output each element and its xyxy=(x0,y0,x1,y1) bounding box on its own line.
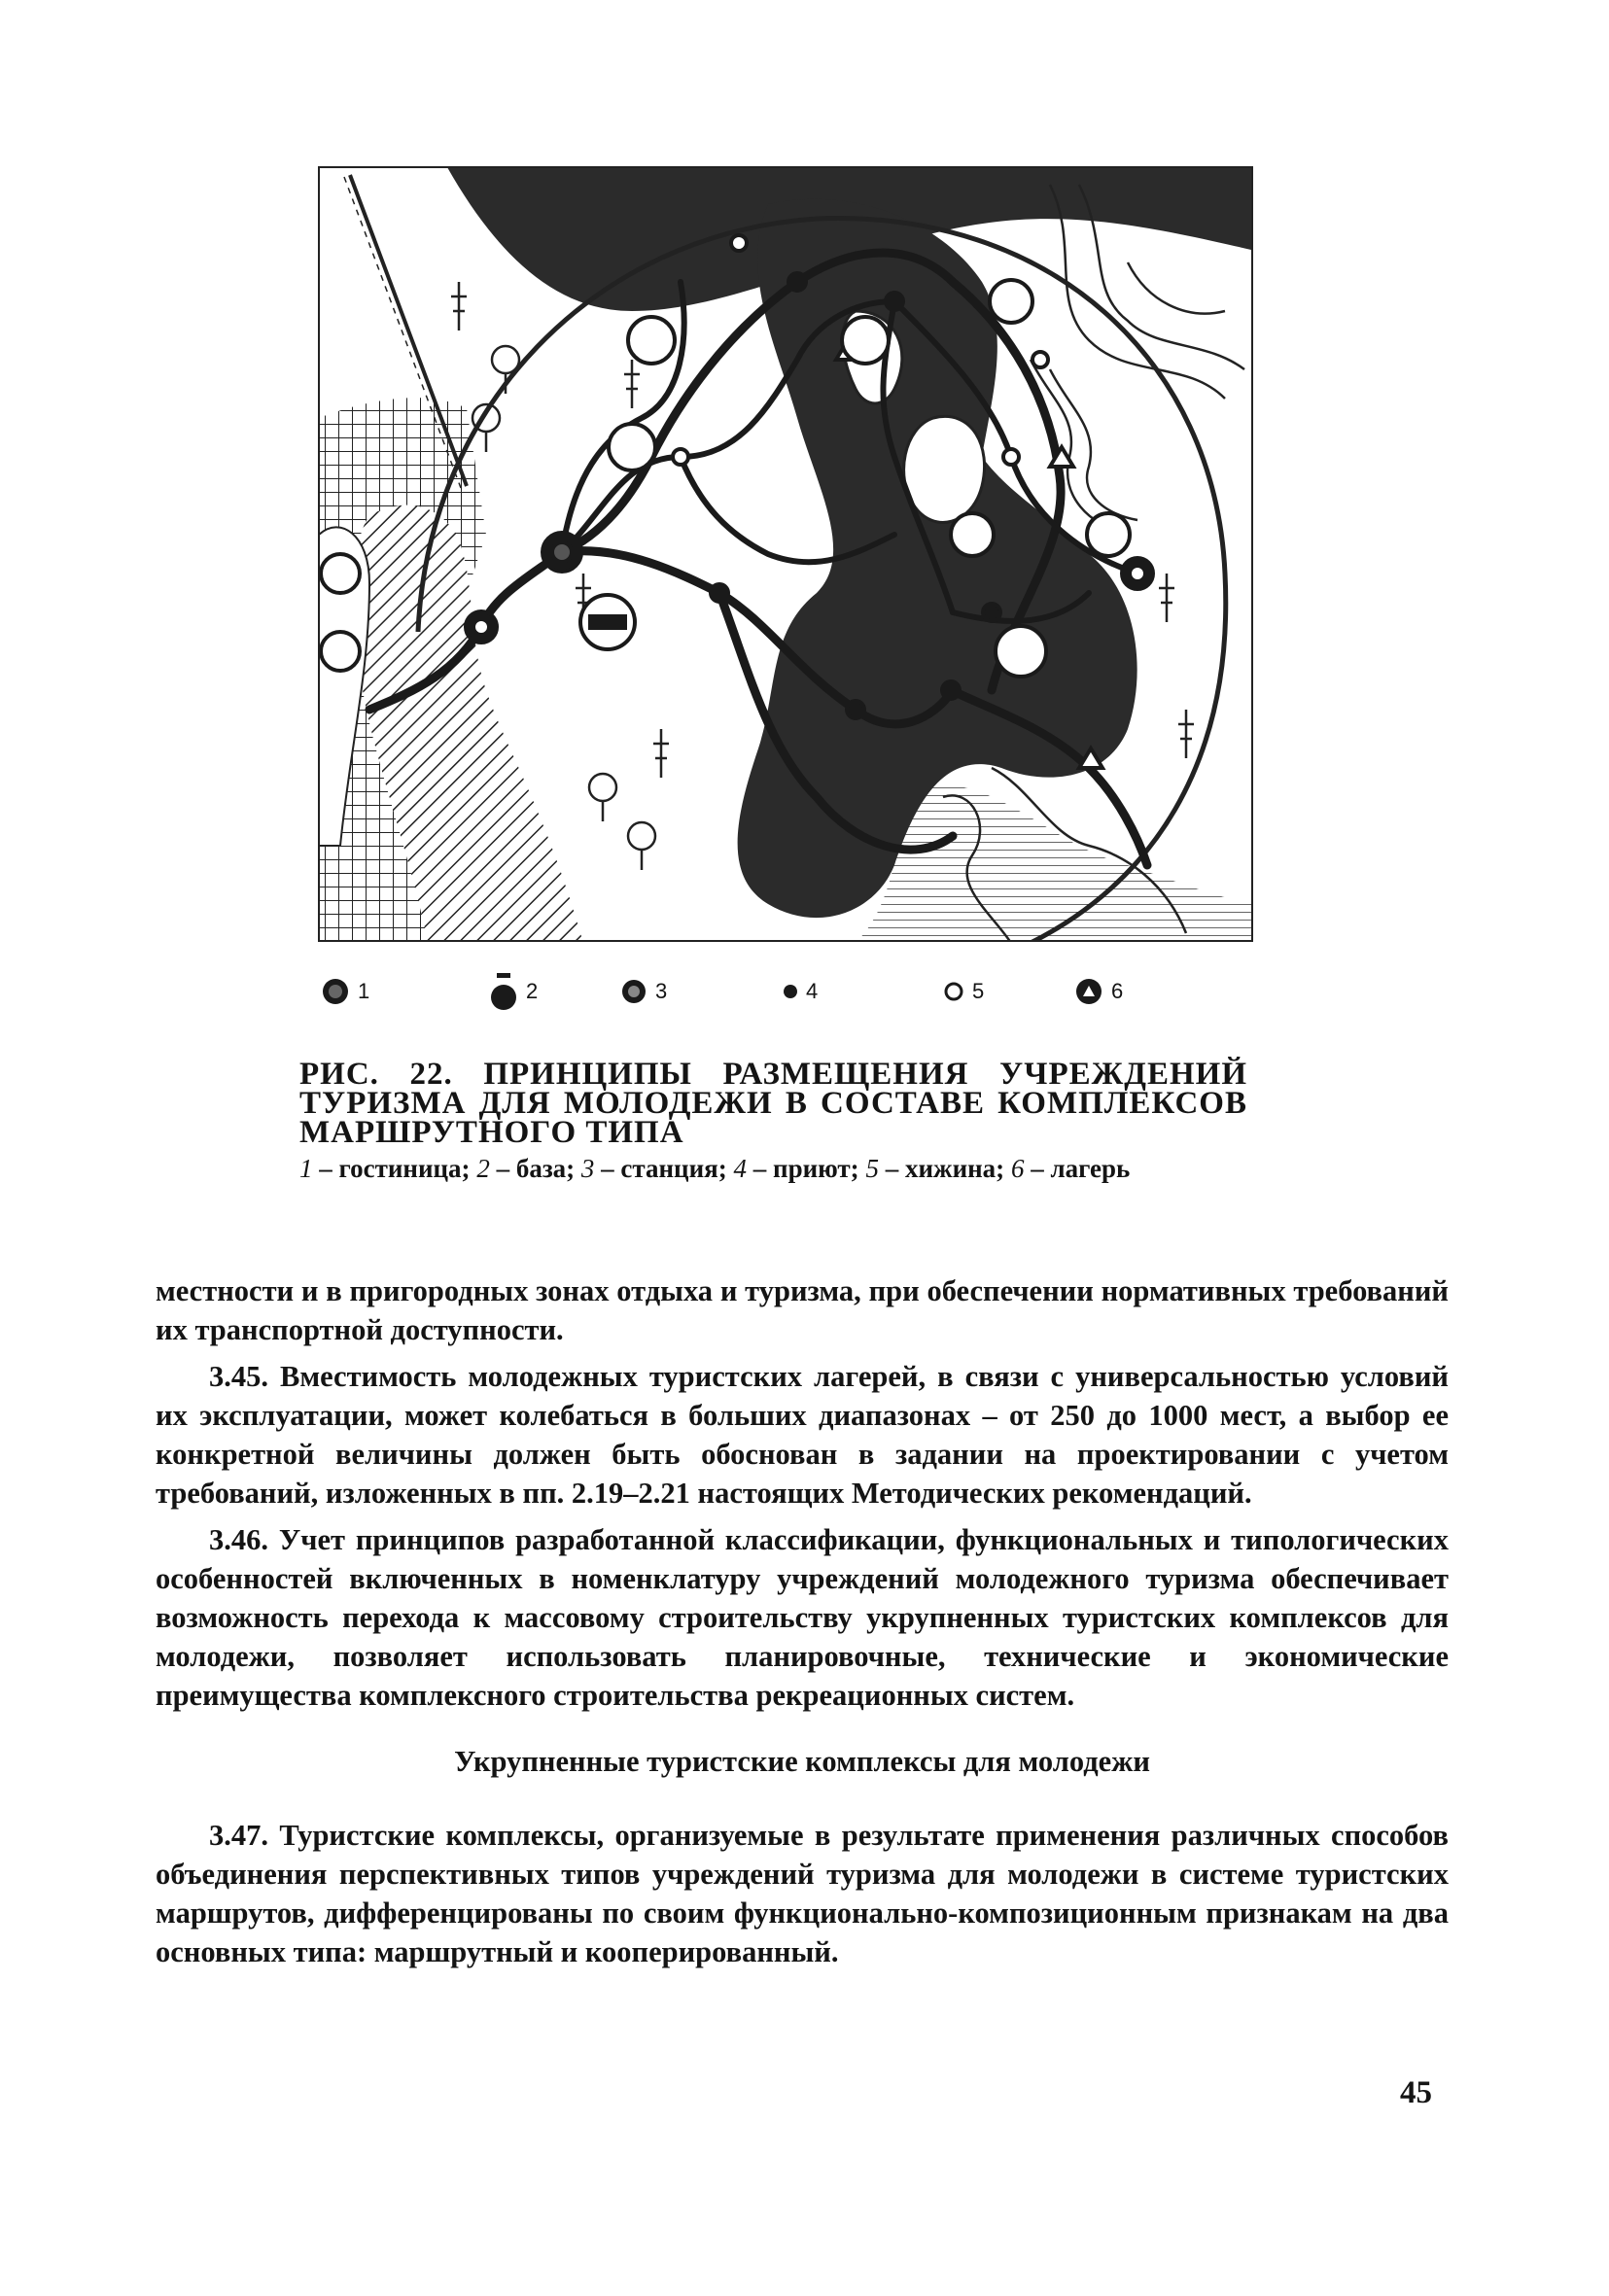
paragraph-3-46: 3.46. Учет принципов разработанной классификации, функциональных и типологических особенностей включенных в номенклатуру учреждений молодежного туризма обеспечивает возможность перехода к массовому строительству укрупненных туристских комплексов для молодежи, позволяет использовать планировочные, технические и экономические преимущества комплексного строительства рекреационных систем. xyxy=(156,1523,1449,1712)
legend-item-4: 4 xyxy=(783,967,818,1016)
paragraph-continuation: местности и в пригородных зонах отдыха и туризма, при обеспечении нормативных требований их транспортной доступности. xyxy=(156,1274,1449,1346)
section-title: Укрупненные туристские комплексы для молодежи xyxy=(454,1745,1150,1778)
page-number: 45 xyxy=(1400,2075,1432,2110)
paragraph-3-45: 3.45. Вместимость молодежных туристских лагерей, в связи с универсальностью условий их эксплуатации, может колебаться в больших диапазонах – от 250 до 1000 мест, а выбор ее конкретной величины должен быть обоснован в задании на проектировании с учетом требований, изложенных в пп. 2.19–2.21 настоящих Методических рекомендаций. xyxy=(156,1360,1449,1510)
body-text xyxy=(156,1271,1449,1979)
shelter-marker-icon xyxy=(783,984,798,999)
legend-item-3: 3 xyxy=(620,967,667,1016)
legend-item-6: 6 xyxy=(1074,967,1123,1016)
caption-title: РИС. 22. ПРИНЦИПЫ РАЗМЕЩЕНИЯ УЧРЕЖДЕНИЙ ТУРИЗМА ДЛЯ МОЛОДЕЖИ В СОСТАВЕ КОМПЛЕКСОВ МАРШРУТНОГО ТИПА xyxy=(299,1057,1247,1150)
hotel-marker-icon xyxy=(321,977,350,1006)
route-complex-map xyxy=(311,165,1264,943)
legend-item-1: 1 xyxy=(321,967,369,1016)
map-legend xyxy=(321,967,1176,1026)
legend-item-2: 2 xyxy=(489,967,538,1016)
base-marker-icon xyxy=(489,971,518,1012)
camp-marker-icon xyxy=(1074,977,1103,1006)
hut-marker-icon xyxy=(943,981,964,1002)
station-marker-icon xyxy=(620,978,647,1005)
caption-legend: 1 – гостиница; 2 – база; 3 – станция; 4 – приют; 5 – хижина; 6 – лагерь xyxy=(299,1154,1131,1183)
figure-caption xyxy=(299,1057,1247,1186)
paragraph-3-47: 3.47. Туристские комплексы, организуемые в результате применения различных способов объединения перспективных типов учреждений туризма для молодежи в системе туристских маршрутов, дифференцированы по своим функционально-композиционным признакам на два основных типа: маршрутный и кооперированный. xyxy=(156,1819,1449,1968)
legend-item-5: 5 xyxy=(943,967,984,1016)
map-drawing xyxy=(311,165,1264,943)
